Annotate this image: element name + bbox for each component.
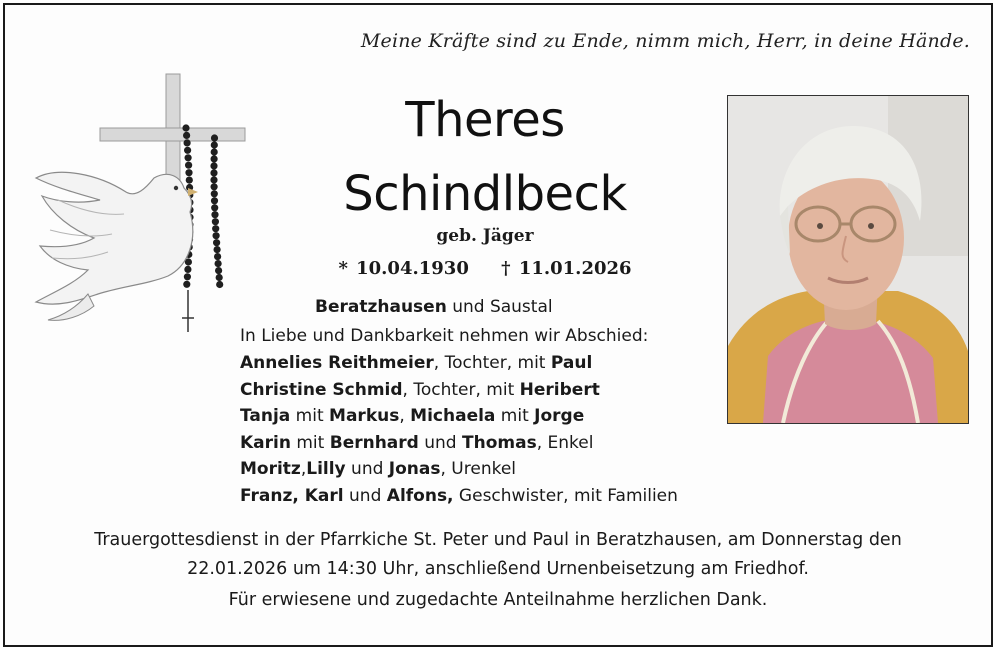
portrait-image: [728, 96, 968, 423]
first-name: Theres: [405, 92, 565, 148]
place-line: [315, 297, 553, 317]
mourner-name: Lilly: [306, 459, 346, 479]
mourner-row: [240, 350, 678, 377]
place-rest: und Saustal: [446, 297, 553, 317]
mourner-relation: , Tochter, mit: [433, 353, 551, 373]
mourner-relation: ,: [399, 406, 411, 426]
mourner-relation: , Urenkel: [440, 459, 517, 479]
mourner-row: [240, 483, 678, 510]
dove-cross-rosary-icon: [28, 70, 258, 340]
mourner-name: Bernhard: [329, 432, 419, 453]
service-line-1: Trauergottesdienst in der Pfarrkiche St. Peter und Paul in Beratzhausen, am Donnerstag den: [94, 530, 902, 550]
mourner-row: [240, 456, 678, 483]
mourner-name: Heribert: [519, 379, 600, 400]
birth-name: geb. Jäger: [436, 226, 534, 246]
thanks-line: Für erwiesene und zugedachte Anteilnahme herzlichen Dank.: [228, 590, 768, 610]
mourner-row: [240, 403, 678, 430]
mourner-relation: mit: [290, 432, 330, 453]
mourner-name: Alfons,: [386, 485, 454, 506]
place-main: Beratzhausen: [315, 297, 447, 317]
mourner-relation: ,: [300, 459, 307, 479]
death-date: † 11.01.2026: [501, 258, 632, 279]
mourner-name: Jorge: [534, 406, 585, 426]
mourner-name: Markus: [329, 406, 400, 426]
mourner-name: Franz, Karl: [240, 485, 344, 506]
mourner-relation: , Tochter, mit: [402, 379, 520, 400]
mourner-relation: Geschwister, mit Familien: [453, 485, 678, 506]
mourner-name: Christine Schmid: [240, 379, 403, 400]
mourner-name: Jonas: [388, 459, 441, 479]
mourner-relation: und: [418, 432, 462, 453]
mourner-list: [240, 350, 678, 509]
mourner-row: [240, 430, 678, 457]
mourner-relation: und: [343, 485, 387, 506]
mourner-relation: mit: [290, 406, 330, 426]
mourner-relation: mit: [495, 406, 535, 426]
portrait-photo: [727, 95, 969, 424]
mourner-row: [240, 377, 678, 404]
mourner-name: Tanja: [240, 406, 291, 426]
mourner-relation: , Enkel: [536, 432, 594, 453]
farewell-intro: In Liebe und Dankbarkeit nehmen wir Abschied:: [240, 326, 649, 346]
mourner-name: Moritz: [240, 459, 301, 479]
mourner-name: Michaela: [410, 406, 496, 426]
mourner-relation: und: [345, 459, 389, 479]
life-dates: [285, 258, 685, 279]
funeral-service-info: [20, 526, 976, 584]
last-name: Schindlbeck: [343, 166, 627, 222]
mourner-name: Karin: [240, 432, 291, 453]
motto: Meine Kräfte sind zu Ende, nimm mich, Herr, in deine Hände.: [360, 30, 970, 52]
birth-date: * 10.04.1930: [338, 258, 469, 279]
mourner-name: Thomas: [462, 432, 537, 453]
service-line-2: 22.01.2026 um 14:30 Uhr, anschließend Urnenbeisetzung am Friedhof.: [187, 559, 809, 579]
mourner-name: Annelies Reithmeier: [240, 353, 434, 373]
mourner-name: Paul: [550, 353, 593, 373]
